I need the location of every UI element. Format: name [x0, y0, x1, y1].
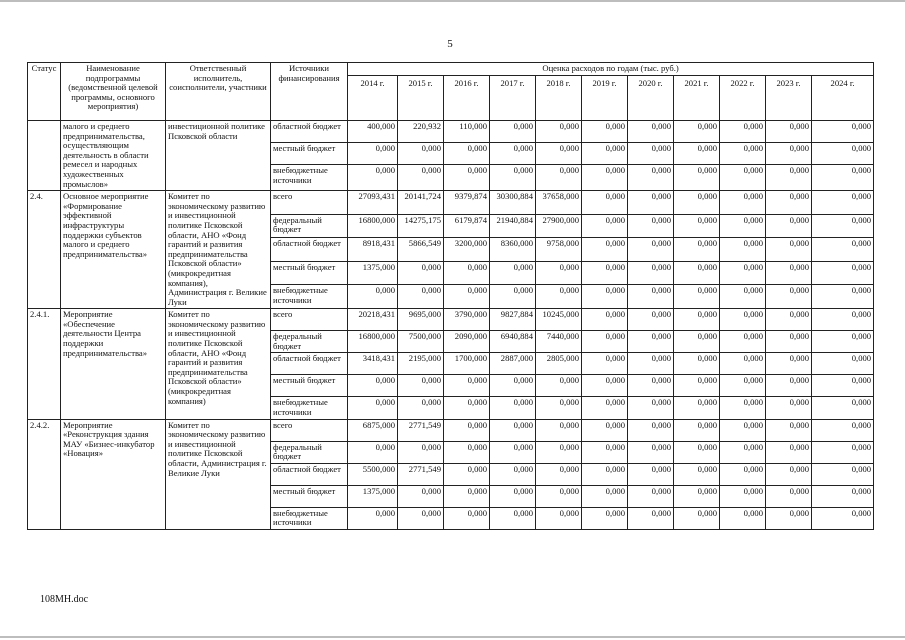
- value-cell: 0,000: [812, 375, 874, 397]
- name-cell: малого и среднего предпринимательства, осуществляющим деятельность в области ремесел и народных художественных промыслов»: [61, 121, 166, 191]
- value-cell: 5866,549: [398, 238, 444, 262]
- source-cell: всего: [271, 191, 348, 215]
- value-cell: 2195,000: [398, 353, 444, 375]
- value-cell: 0,000: [628, 238, 674, 262]
- value-cell: 0,000: [766, 463, 812, 485]
- value-cell: 0,000: [766, 331, 812, 353]
- value-cell: 0,000: [674, 261, 720, 285]
- value-cell: 0,000: [490, 285, 536, 309]
- value-cell: 0,000: [766, 261, 812, 285]
- value-cell: 0,000: [720, 353, 766, 375]
- value-cell: 0,000: [766, 191, 812, 215]
- responsible-cell: Комитет по экономическому развитию и инвестиционной политике Псковской области, АНО «Фонд гарантий и развития предпринимательства Псковской области» (микрокредитная компания), Администрация г. Великие Луки: [166, 191, 271, 309]
- value-cell: 8360,000: [490, 238, 536, 262]
- value-cell: 0,000: [536, 485, 582, 507]
- value-cell: 0,000: [444, 463, 490, 485]
- value-cell: 2771,549: [398, 419, 444, 441]
- value-cell: 0,000: [444, 261, 490, 285]
- value-cell: 0,000: [444, 285, 490, 309]
- value-cell: 0,000: [628, 463, 674, 485]
- value-cell: 0,000: [720, 485, 766, 507]
- value-cell: 0,000: [720, 463, 766, 485]
- value-cell: 0,000: [582, 165, 628, 191]
- value-cell: 0,000: [766, 507, 812, 529]
- source-cell: местный бюджет: [271, 143, 348, 165]
- value-cell: 0,000: [812, 285, 874, 309]
- value-cell: 0,000: [812, 441, 874, 463]
- value-cell: 220,932: [398, 121, 444, 143]
- source-cell: областной бюджет: [271, 238, 348, 262]
- year-header: 2017 г.: [490, 76, 536, 121]
- value-cell: 0,000: [398, 397, 444, 419]
- value-cell: 0,000: [582, 309, 628, 331]
- value-cell: 6179,874: [444, 214, 490, 238]
- value-cell: 0,000: [720, 331, 766, 353]
- value-cell: 0,000: [444, 143, 490, 165]
- value-cell: 0,000: [766, 214, 812, 238]
- value-cell: 0,000: [398, 261, 444, 285]
- value-cell: 16800,000: [348, 331, 398, 353]
- source-cell: внебюджетные источники: [271, 285, 348, 309]
- value-cell: 0,000: [720, 309, 766, 331]
- value-cell: 0,000: [628, 507, 674, 529]
- table-row: [28, 191, 874, 215]
- value-cell: 0,000: [766, 285, 812, 309]
- value-cell: 0,000: [628, 285, 674, 309]
- value-cell: 0,000: [674, 463, 720, 485]
- value-cell: 0,000: [674, 214, 720, 238]
- value-cell: 0,000: [766, 165, 812, 191]
- value-cell: 3418,431: [348, 353, 398, 375]
- value-cell: 7500,000: [398, 331, 444, 353]
- value-cell: 0,000: [812, 397, 874, 419]
- value-cell: 0,000: [812, 309, 874, 331]
- source-cell: федеральный бюджет: [271, 214, 348, 238]
- value-cell: 0,000: [398, 285, 444, 309]
- status-cell: 2.4.: [28, 191, 61, 309]
- value-cell: 0,000: [674, 507, 720, 529]
- value-cell: 0,000: [490, 507, 536, 529]
- page-number: 5: [447, 38, 453, 50]
- value-cell: 0,000: [720, 121, 766, 143]
- value-cell: 0,000: [766, 309, 812, 331]
- name-cell: Основное мероприятие «Формирование эффективной инфраструктуры поддержки субъектов малого и среднего предпринимательства»: [61, 191, 166, 309]
- value-cell: 14275,175: [398, 214, 444, 238]
- value-cell: 0,000: [812, 261, 874, 285]
- value-cell: 6940,884: [490, 331, 536, 353]
- value-cell: 0,000: [628, 309, 674, 331]
- value-cell: 0,000: [490, 261, 536, 285]
- expenses-table: [27, 62, 874, 530]
- value-cell: 0,000: [444, 507, 490, 529]
- value-cell: 0,000: [536, 121, 582, 143]
- top-scan-edge: [0, 0, 905, 2]
- value-cell: 0,000: [720, 191, 766, 215]
- value-cell: 0,000: [628, 331, 674, 353]
- value-cell: 0,000: [582, 507, 628, 529]
- value-cell: 0,000: [720, 238, 766, 262]
- estimate-header: Оценка расходов по годам (тыс. руб.): [348, 63, 874, 76]
- value-cell: 0,000: [628, 214, 674, 238]
- value-cell: 0,000: [348, 375, 398, 397]
- value-cell: 0,000: [348, 143, 398, 165]
- source-cell: внебюджетные источники: [271, 507, 348, 529]
- value-cell: 0,000: [490, 165, 536, 191]
- value-cell: 0,000: [444, 441, 490, 463]
- value-cell: 37658,000: [536, 191, 582, 215]
- value-cell: 0,000: [674, 485, 720, 507]
- source-cell: местный бюджет: [271, 485, 348, 507]
- value-cell: 9695,000: [398, 309, 444, 331]
- source-cell: областной бюджет: [271, 463, 348, 485]
- value-cell: 0,000: [490, 485, 536, 507]
- value-cell: 0,000: [628, 121, 674, 143]
- value-cell: 0,000: [582, 285, 628, 309]
- value-cell: 0,000: [348, 165, 398, 191]
- name-cell: Мероприятие «Реконструкция здания МАУ «Бизнес-инкубатор «Новация»: [61, 419, 166, 529]
- value-cell: 0,000: [720, 441, 766, 463]
- value-cell: 0,000: [766, 353, 812, 375]
- source-cell: внебюджетные источники: [271, 397, 348, 419]
- value-cell: 0,000: [536, 463, 582, 485]
- value-cell: 9379,874: [444, 191, 490, 215]
- value-cell: 27093,431: [348, 191, 398, 215]
- source-cell: областной бюджет: [271, 121, 348, 143]
- value-cell: 0,000: [674, 165, 720, 191]
- value-cell: 5500,000: [348, 463, 398, 485]
- value-cell: 0,000: [582, 375, 628, 397]
- value-cell: 0,000: [582, 397, 628, 419]
- value-cell: 0,000: [812, 353, 874, 375]
- year-header: 2020 г.: [628, 76, 674, 121]
- source-cell: местный бюджет: [271, 261, 348, 285]
- value-cell: 0,000: [766, 121, 812, 143]
- source-cell: всего: [271, 309, 348, 331]
- status-header: Статус: [28, 63, 61, 121]
- value-cell: 0,000: [720, 507, 766, 529]
- value-cell: 16800,000: [348, 214, 398, 238]
- table-row: [28, 309, 874, 331]
- value-cell: 0,000: [348, 441, 398, 463]
- value-cell: 0,000: [812, 463, 874, 485]
- value-cell: 1700,000: [444, 353, 490, 375]
- value-cell: 0,000: [444, 375, 490, 397]
- value-cell: 0,000: [720, 261, 766, 285]
- value-cell: 0,000: [582, 121, 628, 143]
- value-cell: 2090,000: [444, 331, 490, 353]
- value-cell: 0,000: [812, 485, 874, 507]
- value-cell: 2805,000: [536, 353, 582, 375]
- year-header: 2022 г.: [720, 76, 766, 121]
- value-cell: 0,000: [398, 165, 444, 191]
- source-cell: внебюджетные источники: [271, 165, 348, 191]
- value-cell: 0,000: [628, 375, 674, 397]
- value-cell: 0,000: [490, 441, 536, 463]
- value-cell: 0,000: [490, 375, 536, 397]
- value-cell: 30300,884: [490, 191, 536, 215]
- value-cell: 2887,000: [490, 353, 536, 375]
- value-cell: 0,000: [348, 397, 398, 419]
- value-cell: 0,000: [490, 121, 536, 143]
- value-cell: 0,000: [812, 143, 874, 165]
- name-header: Наименование подпрограммы (ведомственной целевой программы, основного мероприятия): [61, 63, 166, 121]
- value-cell: 0,000: [674, 331, 720, 353]
- value-cell: 0,000: [628, 353, 674, 375]
- value-cell: 0,000: [348, 285, 398, 309]
- value-cell: 8918,431: [348, 238, 398, 262]
- footer-filename: 108МН.doc: [40, 594, 89, 605]
- responsible-header: Ответственный исполнитель, соисполнители, участники: [166, 63, 271, 121]
- value-cell: 0,000: [536, 507, 582, 529]
- value-cell: 0,000: [766, 419, 812, 441]
- value-cell: 0,000: [766, 238, 812, 262]
- value-cell: 0,000: [536, 165, 582, 191]
- year-header: 2024 г.: [812, 76, 874, 121]
- value-cell: 0,000: [674, 397, 720, 419]
- value-cell: 0,000: [766, 441, 812, 463]
- table-row: [28, 419, 874, 441]
- value-cell: 0,000: [812, 121, 874, 143]
- responsible-cell: Комитет по экономическому развитию и инвестиционной политике Псковской области, АНО «Фонд гарантий и развития предпринимательства Псковской области» (микрокредитная компания): [166, 309, 271, 419]
- year-header: 2014 г.: [348, 76, 398, 121]
- value-cell: 0,000: [582, 238, 628, 262]
- year-header: 2018 г.: [536, 76, 582, 121]
- value-cell: 0,000: [490, 143, 536, 165]
- value-cell: 0,000: [582, 143, 628, 165]
- value-cell: 0,000: [720, 285, 766, 309]
- source-cell: местный бюджет: [271, 375, 348, 397]
- value-cell: 27900,000: [536, 214, 582, 238]
- value-cell: 0,000: [628, 397, 674, 419]
- value-cell: 21940,884: [490, 214, 536, 238]
- value-cell: 0,000: [674, 191, 720, 215]
- value-cell: 0,000: [444, 397, 490, 419]
- source-cell: областной бюджет: [271, 353, 348, 375]
- value-cell: 0,000: [628, 143, 674, 165]
- value-cell: 0,000: [398, 375, 444, 397]
- source-cell: всего: [271, 419, 348, 441]
- value-cell: 0,000: [536, 285, 582, 309]
- status-cell: 2.4.1.: [28, 309, 61, 419]
- value-cell: 0,000: [628, 191, 674, 215]
- year-header: 2016 г.: [444, 76, 490, 121]
- value-cell: 110,000: [444, 121, 490, 143]
- value-cell: 0,000: [628, 441, 674, 463]
- header-row: [28, 63, 874, 76]
- value-cell: 0,000: [536, 419, 582, 441]
- value-cell: 0,000: [674, 285, 720, 309]
- value-cell: 0,000: [628, 165, 674, 191]
- value-cell: 0,000: [720, 375, 766, 397]
- table-body: [28, 121, 874, 530]
- value-cell: 0,000: [766, 375, 812, 397]
- value-cell: 0,000: [674, 143, 720, 165]
- value-cell: 0,000: [582, 261, 628, 285]
- value-cell: 0,000: [812, 191, 874, 215]
- source-cell: федеральный бюджет: [271, 441, 348, 463]
- value-cell: 0,000: [536, 397, 582, 419]
- value-cell: 0,000: [628, 261, 674, 285]
- value-cell: 0,000: [582, 441, 628, 463]
- value-cell: 0,000: [812, 419, 874, 441]
- value-cell: 0,000: [444, 419, 490, 441]
- value-cell: 0,000: [628, 485, 674, 507]
- value-cell: 0,000: [720, 419, 766, 441]
- value-cell: 9827,884: [490, 309, 536, 331]
- value-cell: 0,000: [582, 191, 628, 215]
- value-cell: 0,000: [582, 353, 628, 375]
- source-cell: федеральный бюджет: [271, 331, 348, 353]
- value-cell: 0,000: [398, 485, 444, 507]
- value-cell: 0,000: [490, 397, 536, 419]
- value-cell: 0,000: [674, 353, 720, 375]
- value-cell: 0,000: [348, 507, 398, 529]
- value-cell: 0,000: [812, 214, 874, 238]
- value-cell: 0,000: [582, 463, 628, 485]
- value-cell: 0,000: [582, 331, 628, 353]
- value-cell: 0,000: [766, 485, 812, 507]
- value-cell: 0,000: [444, 485, 490, 507]
- year-header: 2023 г.: [766, 76, 812, 121]
- value-cell: 0,000: [536, 441, 582, 463]
- value-cell: 400,000: [348, 121, 398, 143]
- value-cell: 0,000: [812, 331, 874, 353]
- value-cell: 0,000: [582, 214, 628, 238]
- value-cell: 0,000: [444, 165, 490, 191]
- value-cell: 0,000: [720, 397, 766, 419]
- value-cell: 0,000: [582, 485, 628, 507]
- value-cell: 0,000: [536, 261, 582, 285]
- value-cell: 0,000: [490, 419, 536, 441]
- value-cell: 1375,000: [348, 485, 398, 507]
- year-header: 2021 г.: [674, 76, 720, 121]
- value-cell: 20218,431: [348, 309, 398, 331]
- status-cell: 2.4.2.: [28, 419, 61, 529]
- value-cell: 7440,000: [536, 331, 582, 353]
- value-cell: 0,000: [674, 238, 720, 262]
- responsible-cell: Комитет по экономическому развитию и инвестиционной политике Псковской области, Администрация г. Великие Луки: [166, 419, 271, 529]
- value-cell: 20141,724: [398, 191, 444, 215]
- value-cell: 10245,000: [536, 309, 582, 331]
- value-cell: 0,000: [766, 397, 812, 419]
- value-cell: 3200,000: [444, 238, 490, 262]
- value-cell: 0,000: [674, 121, 720, 143]
- value-cell: 0,000: [674, 309, 720, 331]
- value-cell: 0,000: [398, 507, 444, 529]
- value-cell: 0,000: [536, 375, 582, 397]
- value-cell: 0,000: [398, 441, 444, 463]
- responsible-cell: инвестиционной политике Псковской области: [166, 121, 271, 191]
- value-cell: 0,000: [628, 419, 674, 441]
- name-cell: Мероприятие «Обеспечение деятельности Центра поддержки предпринимательства»: [61, 309, 166, 419]
- value-cell: 0,000: [398, 143, 444, 165]
- value-cell: 0,000: [812, 507, 874, 529]
- value-cell: 0,000: [766, 143, 812, 165]
- value-cell: 0,000: [720, 143, 766, 165]
- value-cell: 0,000: [490, 463, 536, 485]
- year-header: 2019 г.: [582, 76, 628, 121]
- value-cell: 0,000: [812, 165, 874, 191]
- value-cell: 1375,000: [348, 261, 398, 285]
- table-row: [28, 121, 874, 143]
- value-cell: 6875,000: [348, 419, 398, 441]
- value-cell: 0,000: [720, 214, 766, 238]
- value-cell: 0,000: [536, 143, 582, 165]
- bottom-scan-edge: [0, 636, 905, 638]
- year-header: 2015 г.: [398, 76, 444, 121]
- value-cell: 0,000: [674, 375, 720, 397]
- value-cell: 2771,549: [398, 463, 444, 485]
- value-cell: 3790,000: [444, 309, 490, 331]
- value-cell: 0,000: [582, 419, 628, 441]
- value-cell: 0,000: [674, 419, 720, 441]
- value-cell: 0,000: [674, 441, 720, 463]
- value-cell: 0,000: [720, 165, 766, 191]
- status-cell: [28, 121, 61, 191]
- value-cell: 9758,000: [536, 238, 582, 262]
- value-cell: 0,000: [812, 238, 874, 262]
- sources-header: Источники финансирования: [271, 63, 348, 121]
